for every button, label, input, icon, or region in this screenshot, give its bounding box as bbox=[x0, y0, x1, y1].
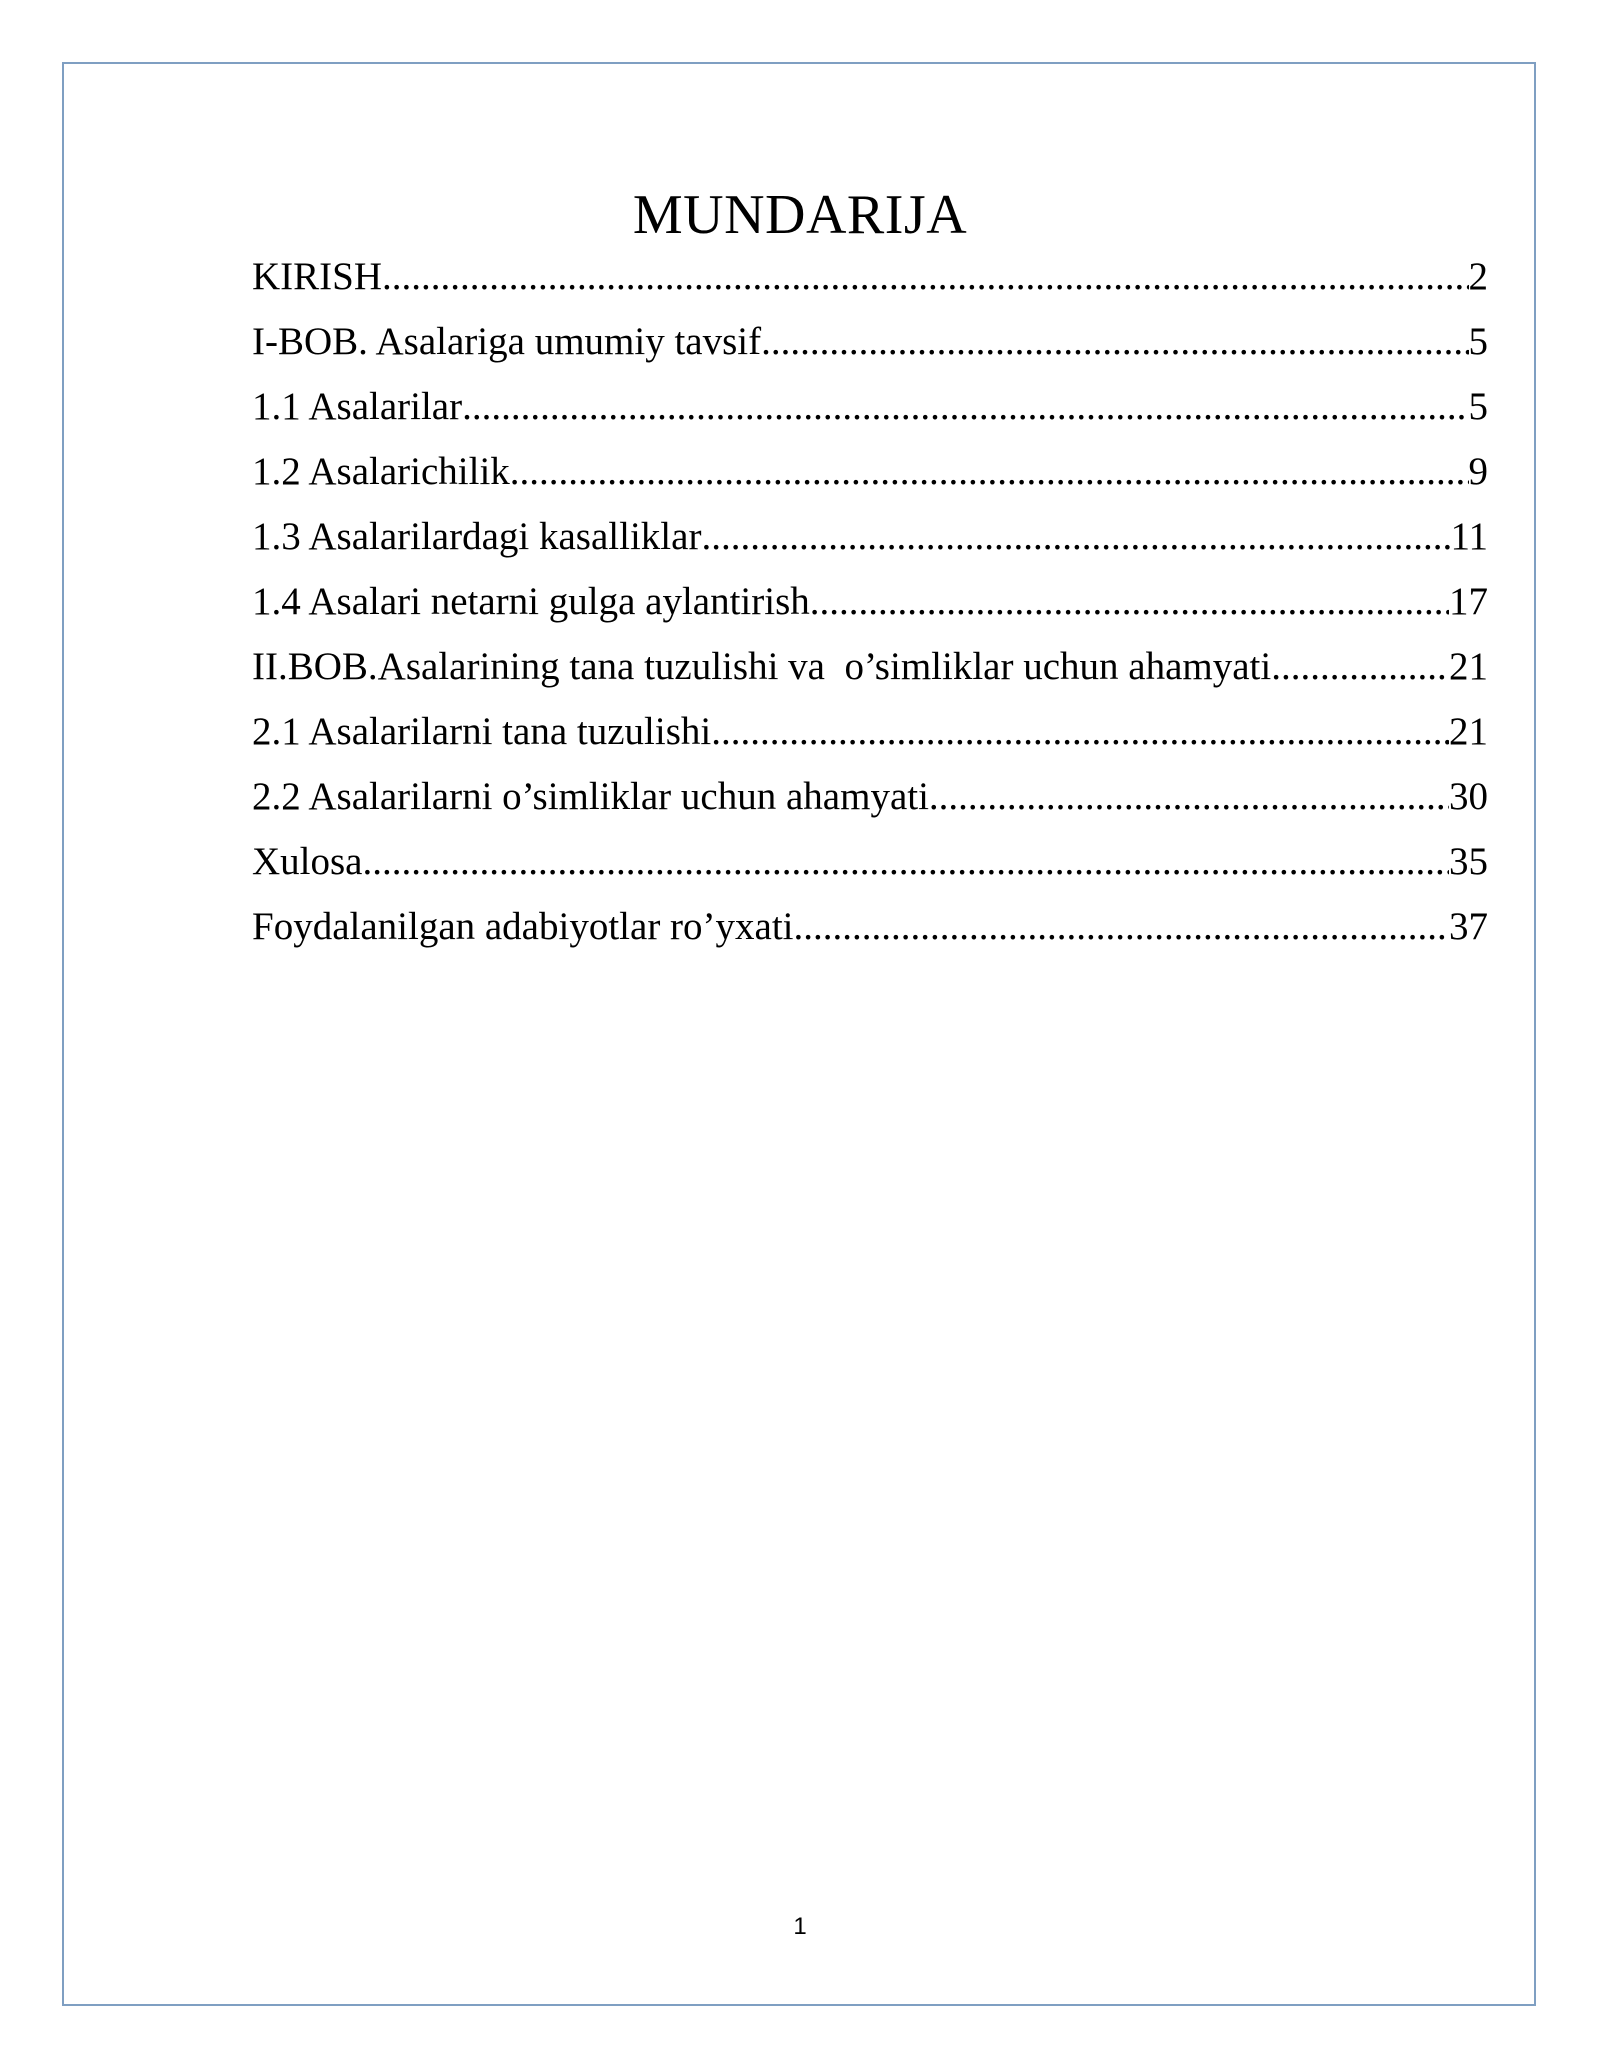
toc-entry-section-2-2[interactable] bbox=[252, 764, 1488, 829]
toc-dot-leader bbox=[510, 439, 1469, 504]
toc-entry-page: 2 bbox=[1468, 255, 1488, 298]
toc-entry-label: 1.2 Asalarichilik bbox=[252, 450, 510, 493]
toc-entry-label: I-BOB. Asalariga umumiy tavsif bbox=[252, 320, 762, 363]
toc-dot-leader bbox=[1271, 634, 1449, 699]
toc-entry-xulosa[interactable] bbox=[252, 829, 1488, 894]
toc-entry-section-1-1[interactable] bbox=[252, 374, 1488, 439]
page-title: MUNDARIJA bbox=[632, 184, 968, 246]
toc-entry-page: 35 bbox=[1449, 840, 1488, 883]
toc-dot-leader bbox=[363, 829, 1450, 894]
toc-entry-label: KIRISH bbox=[252, 255, 383, 298]
toc-entry-section-1-3[interactable] bbox=[252, 504, 1488, 569]
toc-entry-page: 17 bbox=[1449, 580, 1488, 623]
toc-entry-bibliography[interactable] bbox=[252, 894, 1488, 959]
toc-entry-label: 1.3 Asalarilardagi kasalliklar bbox=[252, 515, 702, 558]
toc-entry-page: 5 bbox=[1468, 385, 1488, 428]
toc-entry-kirish[interactable] bbox=[252, 244, 1488, 309]
toc-entry-page: 21 bbox=[1449, 645, 1488, 688]
page-number: 1 bbox=[793, 1913, 807, 1940]
toc-entry-page: 21 bbox=[1449, 710, 1488, 753]
toc-dot-leader bbox=[761, 309, 1468, 374]
toc-entry-section-2-1[interactable] bbox=[252, 699, 1488, 764]
toc-entry-section-1-4[interactable] bbox=[252, 569, 1488, 634]
toc-entry-chapter-2[interactable] bbox=[252, 634, 1488, 699]
toc-entry-label: 1.1 Asalarilar bbox=[252, 385, 463, 428]
toc-entry-page: 9 bbox=[1468, 450, 1488, 493]
toc-entry-label: 2.2 Asalarilarni o’simliklar uchun ahamyati bbox=[252, 775, 929, 818]
toc-entry-page: 5 bbox=[1468, 320, 1488, 363]
toc-dot-leader bbox=[382, 244, 1468, 309]
toc-dot-leader bbox=[810, 569, 1449, 634]
toc-entry-chapter-1[interactable] bbox=[252, 309, 1488, 374]
toc-dot-leader bbox=[794, 894, 1449, 959]
toc-dot-leader bbox=[462, 374, 1468, 439]
toc-entry-label: Foydalanilgan adabiyotlar ro’yxati bbox=[252, 905, 794, 948]
toc-entry-label: Xulosa bbox=[252, 840, 363, 883]
toc-entry-label: II.BOB.Asalarining tana tuzulishi va o’simliklar uchun ahamyati bbox=[252, 645, 1272, 688]
toc-entry-section-1-2[interactable] bbox=[252, 439, 1488, 504]
toc-dot-leader bbox=[929, 764, 1449, 829]
toc-entry-label: 2.1 Asalarilarni tana tuzulishi bbox=[252, 710, 712, 753]
toc-entry-page: 37 bbox=[1449, 905, 1488, 948]
toc-dot-leader bbox=[711, 699, 1449, 764]
table-of-contents bbox=[252, 244, 1488, 959]
toc-dot-leader bbox=[701, 504, 1450, 569]
toc-entry-page: 30 bbox=[1449, 775, 1488, 818]
toc-entry-page: 11 bbox=[1450, 515, 1488, 558]
toc-entry-label: 1.4 Asalari netarni gulga aylantirish bbox=[252, 580, 810, 623]
